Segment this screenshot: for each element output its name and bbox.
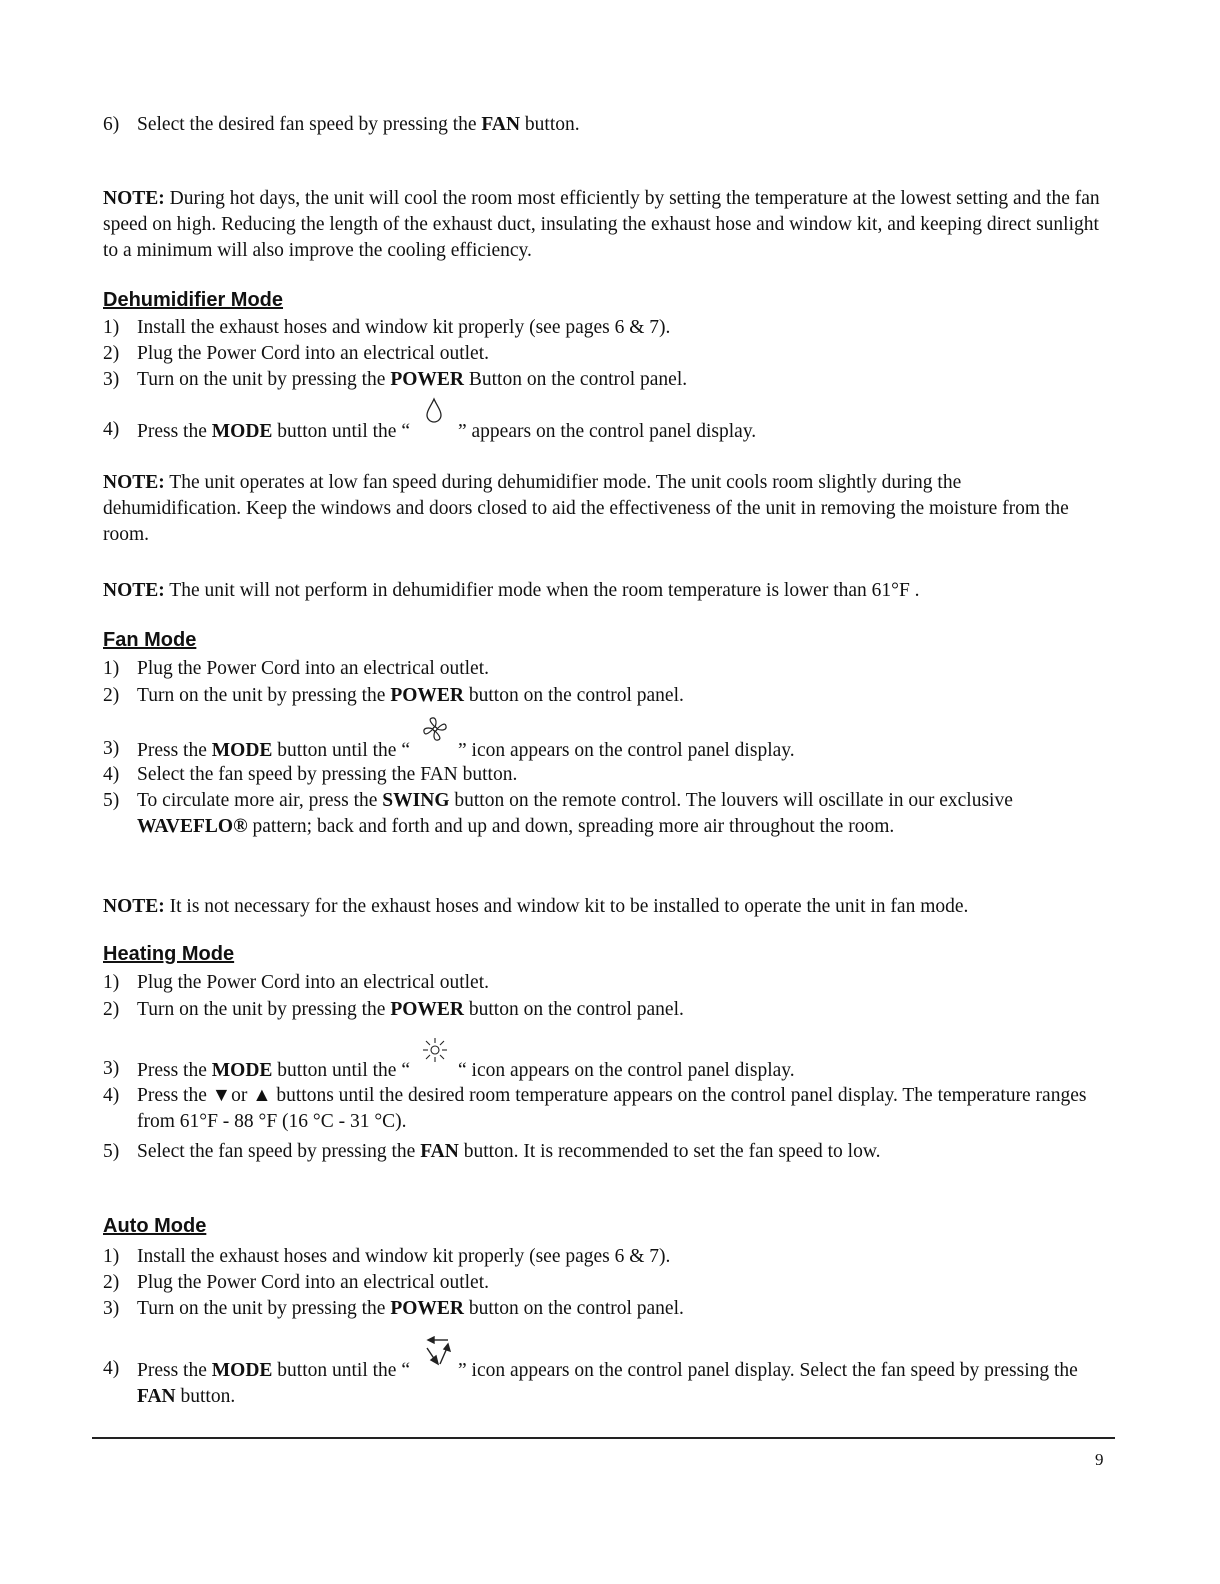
section-heading-auto: Auto Mode — [103, 1215, 207, 1237]
water-drop-icon — [410, 417, 458, 437]
fan-icon — [410, 736, 458, 756]
manual-page: 6) Select the desired fan speed by pressing the FAN button. NOTE: During hot days, the unit will cool the room most efficiently by setting the temperature at the lowest setting and the fan speed on high. Reducing the length of the exhaust duct, insulating the exhaust hose and window kit, and keeping direct sunlight to a minimum will also improve the cooling efficiency. Dehumidifier Mode 1) Install the exhaust hoses and window kit properly (see pages 6 & 7). 2) Plug the Power Cord into an electrical outlet. 3) Turn on the unit by pressing the POWER Button on the control panel. 4) Press the MODE button until the “ ” appears on the control panel display. NOTE: The unit operates at low fan speed during dehumidifier mode. The unit cools room slightly during the dehumidification. Keep the windows and doors closed to aid the effectiveness of the unit in removing the moisture from the room. NOTE: The unit will not perform in dehumidifier mode when the room temperature is lower than 61°F . Fan Mode 1) Plug the Power Cord into an electrical outlet. 2) Turn on the unit by pressing the POWER button on the control panel. 3) Press the MODE button until the “ ” icon appears on the control panel display. 4) Select the fan speed by pressing the FAN button. 5) To circulate more air, press the SWING button on the remote control. The louvers will oscillate in our exclusive WAVEFLO® pattern; back and forth and up and down, spreading more air throughout the room. NOTE: It is not necessary for the exhaust hoses and window kit to be installed to operate the unit in fan mode. Heating Mode 1) Plug the Power Cord into an electrical outlet. 2) Turn on the unit by pressing the POWER button on the control panel. 3) Press the MODE button until the “ “ icon appears on the control panel display. 4) Press the ▼or ▲ buttons until the desired room temperature appears on the control panel display. The temperature ranges from 61°F - 88 °F (16 °C - 31 °C). 5) Select the fan speed by pressing the FAN button. It is recommended to set the fan speed to low. Auto Mode 1) Install the exhaust hoses and window kit properly (see pages 6 & 7). 2) Plug the Power Cord into an electrical outlet. 3) Turn on the unit by pressing the POWER button on the control panel. 4) Press the MODE button until the “ ” icon appears on the control panel display. Select the fan speed by pressing the FAN button. 9 — [0, 0, 1220, 1584]
auto-arrows-icon — [410, 1356, 458, 1376]
note-paragraph: NOTE: The unit will not perform in dehumidifier mode when the room temperature is lower than 61°F . — [103, 580, 920, 601]
sun-icon — [410, 1056, 458, 1076]
page-number: 9 — [1095, 1450, 1104, 1469]
footer-divider — [92, 1437, 1115, 1439]
section-heading-fan: Fan Mode — [103, 629, 197, 651]
note-paragraph: NOTE: The unit operates at low fan speed during dehumidifier mode. The unit cools room slightly during the dehumidification. Keep the windows and doors closed to aid the effectiveness of the unit in removing the moisture from the room. — [103, 472, 1069, 545]
note-paragraph: NOTE: During hot days, the unit will cool the room most efficiently by setting the temperature at the lowest setting and the fan speed on high. Reducing the length of the exhaust duct, insulating the exhaust hose and window kit, and keeping direct sunlight to a minimum will also improve the cooling efficiency. — [103, 188, 1100, 261]
section-heading-dehumidifier: Dehumidifier Mode — [103, 289, 284, 311]
item-text: Select the desired fan speed by pressing the FAN button. — [137, 114, 580, 135]
note-paragraph: NOTE: It is not necessary for the exhaust hoses and window kit to be installed to operate the unit in fan mode. — [103, 896, 969, 917]
section-heading-heating: Heating Mode — [103, 943, 235, 965]
item-number: 6) — [103, 114, 120, 135]
